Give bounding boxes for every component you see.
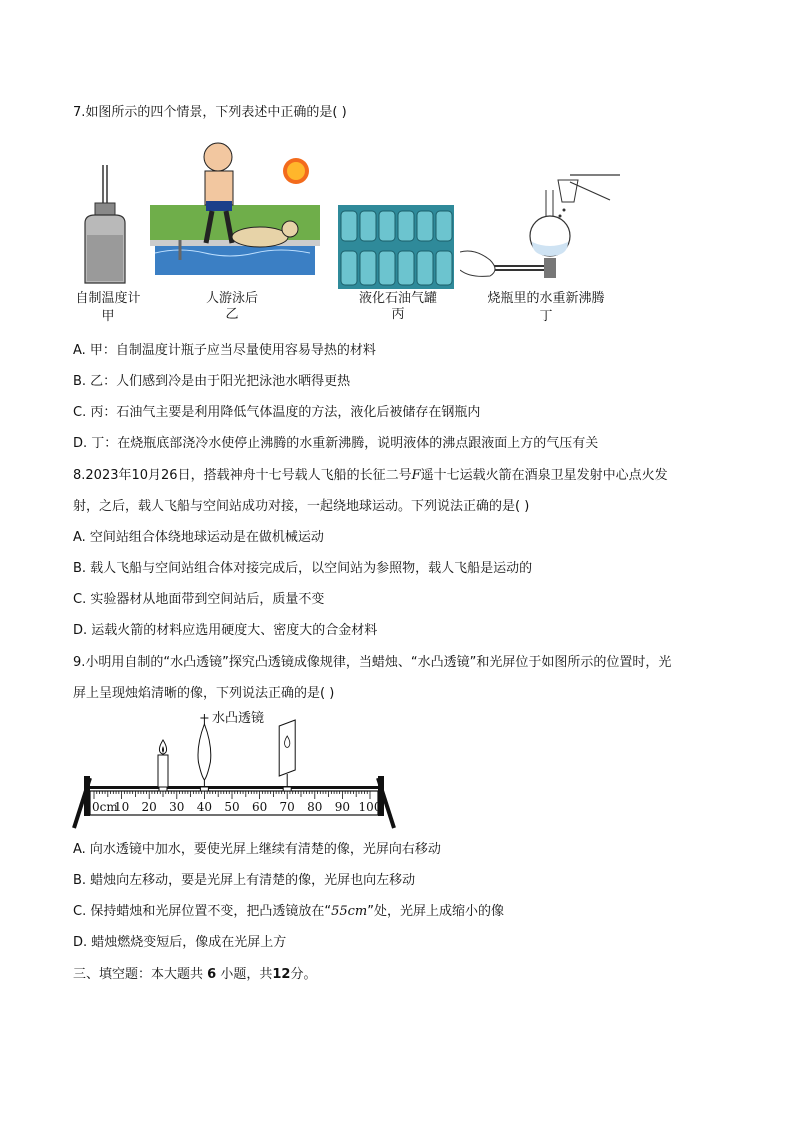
q9-option-d: D. 蜡烛燃烧变短后，像成在光屏上方	[73, 935, 287, 950]
figure-flask-reboiling	[460, 170, 625, 285]
lens-label: 水凸透镜	[212, 711, 265, 726]
q9-option-b: B. 蜡烛向左移动，要是光屏上有清楚的像，光屏也向左移动	[73, 873, 416, 888]
q9-stem-line1: 9.小明用自制的“水凸透镜”探究凸透镜成像规律，当蜡烛、“水凸透镜”和光屏位于如图所示的位置时，光	[73, 655, 672, 670]
ruler-tick-label: 0cm	[92, 800, 118, 814]
ruler-tick-label: 70	[279, 800, 295, 814]
figure-optical-bench	[70, 710, 400, 830]
q7-option-b: B. 乙：人们感到冷是由于阳光把泳池水晒得更热	[73, 374, 351, 389]
ruler-tick-label: 100	[358, 800, 382, 814]
q7-stem: 7.如图所示的四个情景，下列表述中正确的是( )	[73, 105, 347, 120]
ruler-tick-label: 90	[334, 800, 351, 814]
q7-option-a: A. 甲：自制温度计瓶子应当尽量使用容易导热的材料	[73, 343, 376, 358]
q8-stem-line2: 射，之后，载人飞船与空间站成功对接，一起绕地球运动。下列说法正确的是( )	[73, 499, 530, 514]
q9-option-a: A. 向水透镜中加水，要使光屏上继续有清楚的像，光屏向右移动	[73, 842, 441, 857]
caption-bing-title: 液化石油气罐	[358, 291, 437, 306]
section-3-header: 三、填空题：本大题共 6 小题，共12分。	[73, 967, 317, 982]
caption-bing-label: 丙	[391, 307, 405, 322]
figure-thermometer-bottle	[75, 165, 135, 290]
candle	[158, 740, 168, 791]
q8-option-b: B. 载人飞船与空间站组合体对接完成后，以空间站为参照物，载人飞船是运动的	[73, 561, 533, 576]
ruler-tick-label: 60	[251, 800, 268, 814]
q7-option-d: D. 丁：在烧瓶底部浇冷水使停止沸腾的水重新沸腾，说明液体的沸点跟液面上方的气压有关	[73, 436, 599, 451]
ruler-tick-label: 20	[141, 800, 157, 814]
q9-option-c: C. 保持蜡烛和光屏位置不变，把凸透镜放在“55cm”处，光屏上成缩小的像	[73, 904, 504, 919]
light-screen	[279, 720, 295, 791]
figure-lpg-cylinders	[338, 205, 454, 289]
ruler-tick-label: 80	[307, 800, 323, 814]
caption-ding-label: 丁	[539, 309, 553, 324]
caption-jia-title: 自制温度计	[75, 291, 141, 306]
ruler-tick-label: 50	[224, 800, 240, 814]
q8-option-c: C. 实验器材从地面带到空间站后，质量不变	[73, 592, 325, 607]
ruler-tick-label: 10	[113, 800, 130, 814]
ruler-tick-label: 30	[169, 800, 185, 814]
q9-stem-line2: 屏上呈现烛焰清晰的像，下列说法正确的是( )	[73, 686, 335, 701]
q8-option-a: A. 空间站组合体绕地球运动是在做机械运动	[73, 530, 324, 545]
caption-jia-label: 甲	[101, 309, 115, 324]
caption-yi-label: 乙	[225, 307, 239, 322]
caption-ding-title: 烧瓶里的水重新沸腾	[487, 291, 605, 306]
q8-option-d: D. 运载火箭的材料应选用硬度大、密度大的合金材料	[73, 623, 378, 638]
caption-yi-title: 人游泳后	[205, 291, 258, 306]
q8-stem-line1: 8.2023年10月26日，搭载神舟十七号载人飞船的长征二号F遥十七运载火箭在酒泉卫星发射中心点火发	[73, 468, 668, 483]
ruler-tick-label: 40	[196, 800, 213, 814]
figure-swimmer-poolside	[150, 135, 320, 280]
water-convex-lens	[198, 714, 211, 791]
q7-option-c: C. 丙：石油气主要是利用降低气体温度的方法，液化后被储存在钢瓶内	[73, 405, 481, 420]
